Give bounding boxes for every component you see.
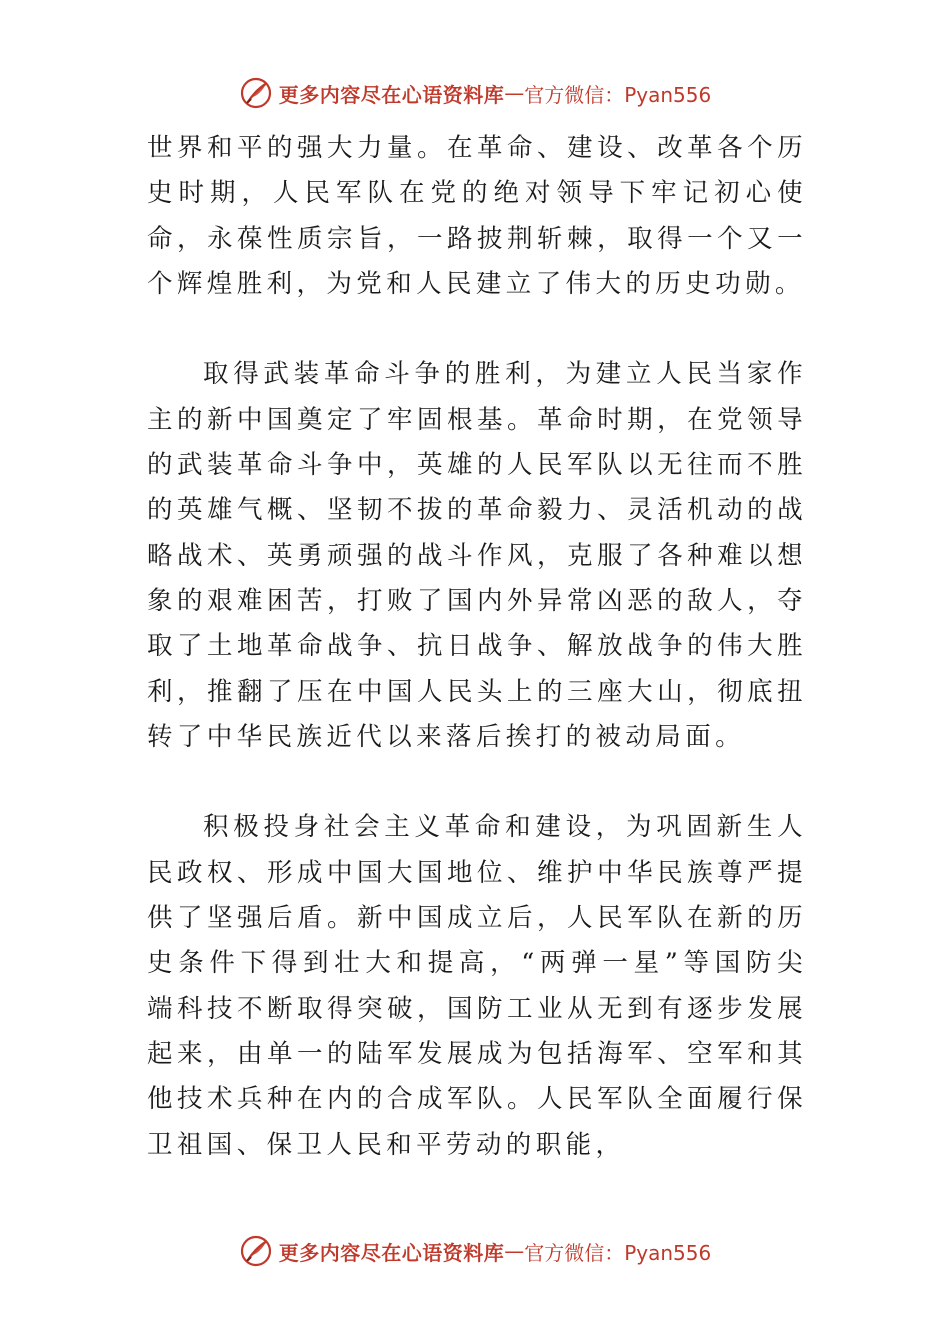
paragraph-3: 积极投身社会主义革命和建设，为巩固新生人民政权、形成中国大国地位、维护中华民族尊严提供了坚强后盾。新中国成立后，人民军队在新的历史条件下得到壮大和提高，“两弹一星”等国防尖端科技不断取得突破，国防工业从无到有逐步发展起来，由单一的陆军发展成为包括海军、空军和其他技术兵种在内的合成军队。人民军队全面履行保卫祖国、保卫人民和平劳动的职能， xyxy=(147,812,807,1160)
footer-wechat: 官方微信：Pyan556 xyxy=(524,1240,712,1265)
footer-site-name: 更多内容尽在心语资料库 xyxy=(278,1240,505,1265)
feather-circle-logo-icon xyxy=(239,76,273,110)
paragraph-1: 世界和平的强大力量。在革命、建设、改革各个历史时期，人民军队在党的绝对领导下牢记初心使命，永葆性质宗旨，一路披荆斩棘，取得一个又一个辉煌胜利，为党和人民建立了伟大的历史功勋。 xyxy=(147,133,807,299)
header-wechat: 官方微信：Pyan556 xyxy=(524,82,712,107)
header-dash: — xyxy=(504,81,525,105)
paragraph-2: 取得武装革命斗争的胜利，为建立人民当家作主的新中国奠定了牢固根基。革命时期，在党领导的武装革命斗争中，英雄的人民军队以无往而不胜的英雄气概、坚韧不拔的革命毅力、灵活机动的战略战术、英勇顽强的战斗作风，克服了各种难以想象的艰难困苦，打败了国内外异常凶恶的敌人，夺取了土地革命战争、抗日战争、解放战争的伟大胜利，推翻了压在中国人民头上的三座大山，彻底扭转了中华民族近代以来落后挨打的被动局面。 xyxy=(147,359,807,752)
header-banner xyxy=(0,73,950,113)
footer-dash: — xyxy=(504,1239,525,1263)
feather-circle-logo-icon xyxy=(239,1234,273,1268)
header-site-name: 更多内容尽在心语资料库 xyxy=(278,82,505,107)
footer-banner xyxy=(0,1231,950,1271)
document-body xyxy=(147,126,807,1168)
